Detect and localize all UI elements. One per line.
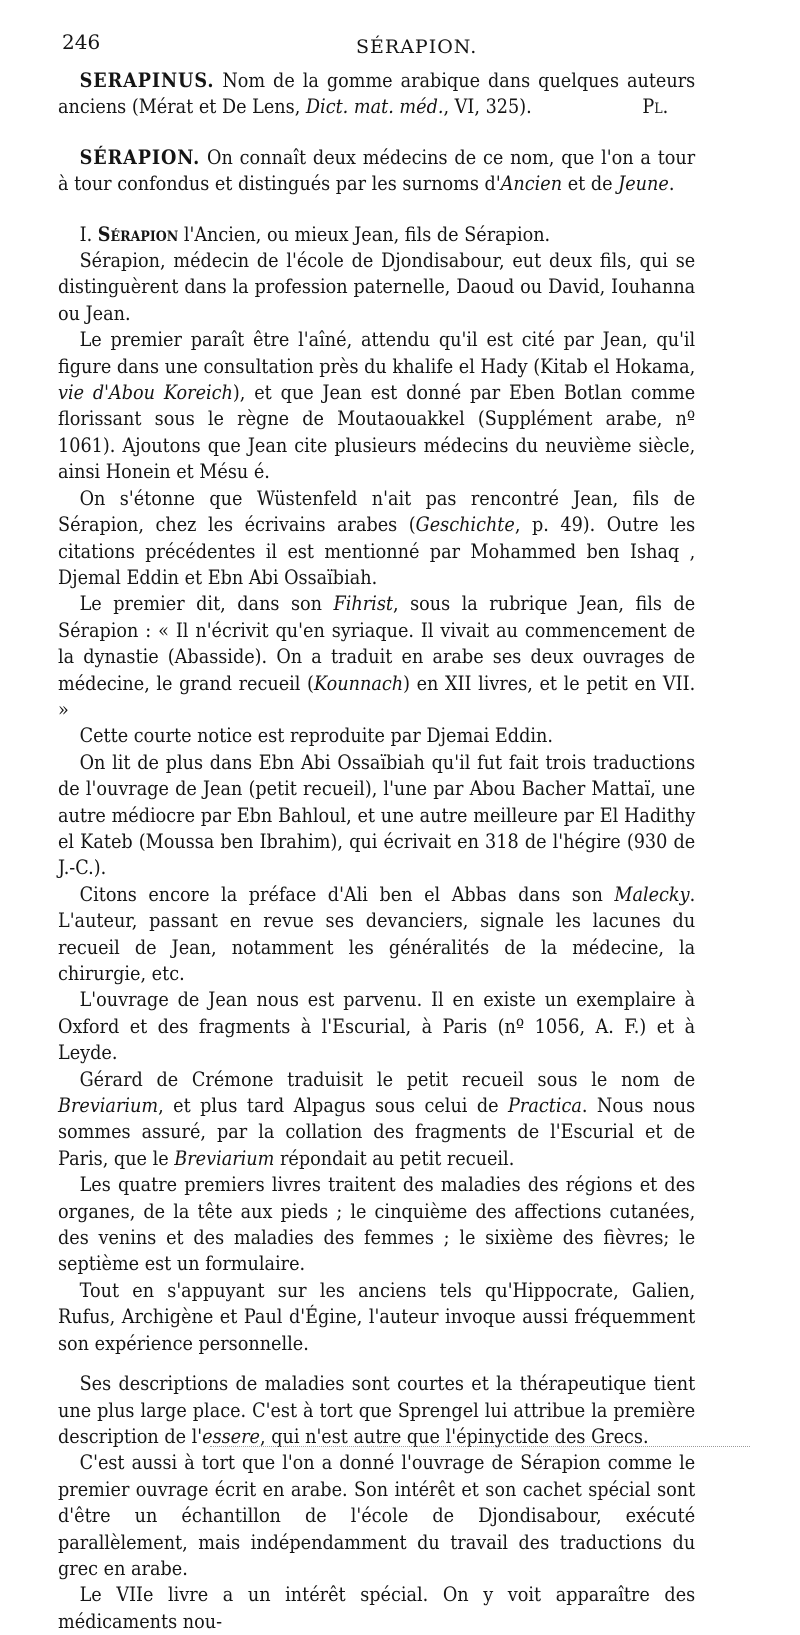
paragraph-text: . Nous nous sommes assuré, par la collation des fragments de l'Escurial et de Paris, que le [58,1094,696,1170]
page-header [62,30,762,60]
paragraph-italic: essere [202,1424,260,1448]
entry-text: , VI, 325). [443,95,532,119]
paragraph-italic: Geschichte [415,513,515,537]
entry-serapinus [58,68,695,121]
paragraph [58,1371,695,1450]
paragraph-text: ) en XII livres, et le petit en VII. » [58,671,696,721]
entry-italic: Jeune [618,172,669,196]
entry-italic: Ancien [500,172,563,196]
entry-serapion [58,145,695,198]
paragraph-italic: Breviarium [58,1094,159,1118]
paragraph: C'est aussi à tort que l'on a donné l'ouvrage de Sérapion comme le premier ouvrage écrit en arabe. Son intérêt et son cachet spécial sont d'être un échantillon de l'école de Djondisabour, exécuté parallèlement, mais indépendamment du travail des traductions du grec en arabe. [58,1451,696,1580]
paragraph [58,1067,695,1173]
paragraph: Tout en s'appuyant sur les anciens tels qu'Hippocrate, Galien, Rufus, Archigène et Paul d'Égine, l'auteur invoque aussi fréquemment son expérience personnelle. [58,1278,696,1355]
author-signature: Pl. [642,95,669,119]
paragraph-text: On s'étonne que Wüstenfeld n'ait pas rencontré Jean, fils de Sérapion, chez les écrivains arabes ( [58,486,696,537]
paragraph: Le VIIe livre a un intérêt spécial. On y voit apparaître des médicaments nou- [58,1583,696,1633]
text-column [58,68,695,1635]
entry-text: On connaît deux médecins de ce nom, que l'on a tour à tour confondus et distingués par les surnoms d' [58,145,696,196]
paragraph-text: , qui n'est autre que l'épinyctide des Grecs. [259,1424,649,1448]
section-headword: Sérapion [97,222,179,246]
paragraph-text: Ses descriptions de maladies sont courtes et la thérapeutique tient une plus large place. C'est à tort que Sprengel lui attribue la première description de l' [58,1372,696,1448]
paragraph-text: Le premier dit, dans son [79,592,334,616]
paragraph-text: Gérard de Crémone traduisit le petit recueil sous le nom de [79,1067,696,1091]
paragraph-text: ), et que Jean est donné par Eben Botlan comme florissant sous le règne de Moutaouakkel (Supplément arabe, nº 1061). Ajoutons que Jean cite plusieurs médecins du neuvième siècle, ainsi Honein et Mésu é. [58,381,696,484]
entry-text: . [668,172,675,196]
paragraph: Les quatre premiers livres traitent des maladies des régions et des organes, de la tête aux pieds ; le cinquième des affections cutanées, des venins et des maladies des femmes ; le sixième des fièvres; le septième est un formulaire. [58,1173,696,1276]
paragraph: L'ouvrage de Jean nous est parvenu. Il en existe un exemplaire à Oxford et des fragments à l'Escurial, à Paris (nº 1056, A. F.) et à Leyde. [58,988,696,1065]
paragraph [58,591,695,723]
entry-headword: SERAPINUS. [79,69,215,92]
paragraph-text: Le premier paraît être l'aîné, attendu qu'il est cité par Jean, qu'il figure dans une consultation près du khalife el Hady (Kitab el Hokama, [58,328,696,378]
paragraph: On lit de plus dans Ebn Abi Ossaïbiah qu'il fut fait trois traductions de l'ouvrage de Jean (petit recueil), l'une par Abou Bacher Mattaï, une autre médiocre par Ebn Bahloul, et une autre meilleure par El Hadithy el Kateb (Moussa ben Ibrahim), qui écrivait en 318 de l'hégire (930 de J.-C.). [58,750,696,880]
paragraph-italic: Breviarium [174,1146,275,1170]
paragraph-text: Citons encore la préface d'Ali ben el Abbas dans son [79,882,615,906]
bottom-rule [210,1446,750,1447]
paragraph-text: , et plus tard Alpagus sous celui de [158,1094,509,1118]
paragraph-text: répondait au petit recueil. [274,1146,515,1170]
section-number: I. [79,222,98,246]
paragraph-italic: Practica [508,1094,582,1118]
paragraph [58,882,695,988]
paragraph-italic: Kounnach [313,671,404,695]
page-number: 246 [62,30,101,54]
paragraph-text: . L'auteur, passant en revue ses devanciers, signale les lacunes du recueil de Jean, notamment les généralités de la médecine, la chirurgie, etc. [58,882,696,985]
section-title-rest: l'Ancien, ou mieux Jean, fils de Sérapion. [178,222,551,246]
entry-text: et de [562,172,619,196]
paragraph-italic: vie d'Abou Koreich [58,381,233,405]
paragraph: Sérapion, médecin de l'école de Djondisabour, eut deux fils, qui se distinguèrent dans la profession paternelle, Daoud ou David, Iouhanna ou Jean. [58,249,696,325]
entry-headword: SÉRAPION. [79,145,201,169]
paragraph [58,327,695,485]
paragraph [58,486,695,592]
paragraph-italic: Malecky [614,882,690,906]
paragraph-text: , sous la rubrique Jean, fils de Sérapion : « Il n'écrivit qu'en syriaque. Il vivait au commencement de la dynastie (Abasside). On a traduit en arabe ses deux ouvrages de médecine, le grand recueil ( [58,592,696,695]
paragraph: Cette courte notice est reproduite par Djemai Eddin. [79,724,553,748]
paragraph-text: , p. 49). Outre les citations précédentes il est mentionné par Mohammed ben Ishaq , Djemal Eddin et Ebn Abi Ossaïbiah. [58,513,696,589]
entry-text: Nom de la gomme arabique dans quelques auteurs anciens (Mérat et De Lens, [58,69,696,119]
entry-citation: Dict. mat. méd. [305,95,444,119]
section-heading [58,222,695,248]
paragraph-italic: Fihrist [333,592,393,616]
running-title: SÉRAPION. [356,36,478,58]
